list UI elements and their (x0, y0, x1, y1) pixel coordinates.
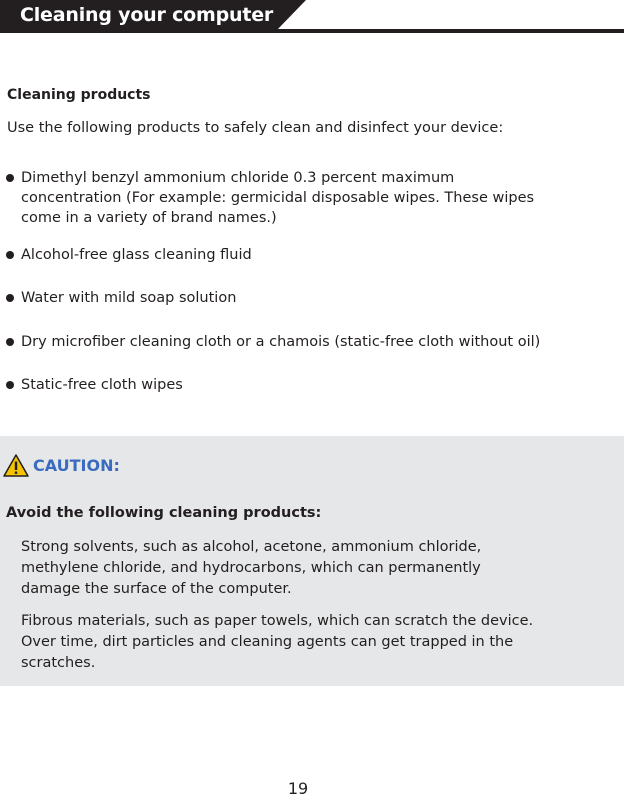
bullet-icon (6, 338, 14, 346)
list-item-text: Dry microfiber cleaning cloth or a chamois (static-free cloth without oil) (21, 334, 541, 350)
list-item (6, 332, 566, 352)
avoid-paragraph: Strong solvents, such as alcohol, acetone, ammonium chloride, methylene chloride, and hydrocarbons, which can permanently damage the surface of the computer. (21, 539, 482, 597)
caution-box (0, 436, 624, 686)
list-item-text: Alcohol-free glass cleaning fluid (21, 247, 252, 263)
list-item-text: Static-free cloth wipes (21, 377, 183, 393)
page-title: Cleaning your computer (20, 4, 274, 26)
list-item-text: Dimethyl benzyl ammonium chloride 0.3 percent maximum concentration (For example: germicidal disposable wipes. These wipes come in a variety of brand names.) (21, 170, 535, 226)
bullet-icon (6, 174, 14, 182)
list-item (6, 168, 566, 228)
caution-label: CAUTION: (33, 456, 120, 475)
avoid-paragraph: Fibrous materials, such as paper towels, which can scratch the device. Over time, dirt particles and cleaning agents can get trapped in the scratches. (21, 613, 534, 671)
warning-triangle-icon (3, 454, 29, 478)
bullet-icon (6, 381, 14, 389)
cleaning-products-heading: Cleaning products (7, 87, 151, 103)
cleaning-intro-text: Use the following products to safely clean and disinfect your device: (7, 120, 504, 136)
section-header (0, 0, 624, 34)
list-item (6, 375, 566, 395)
list-item-text: Water with mild soap solution (21, 290, 237, 306)
page-number: 19 (287, 779, 309, 798)
bullet-icon (6, 294, 14, 302)
bullet-icon (6, 251, 14, 259)
list-item (6, 245, 566, 265)
avoid-products-heading: Avoid the following cleaning products: (6, 505, 322, 521)
list-item (6, 288, 566, 308)
